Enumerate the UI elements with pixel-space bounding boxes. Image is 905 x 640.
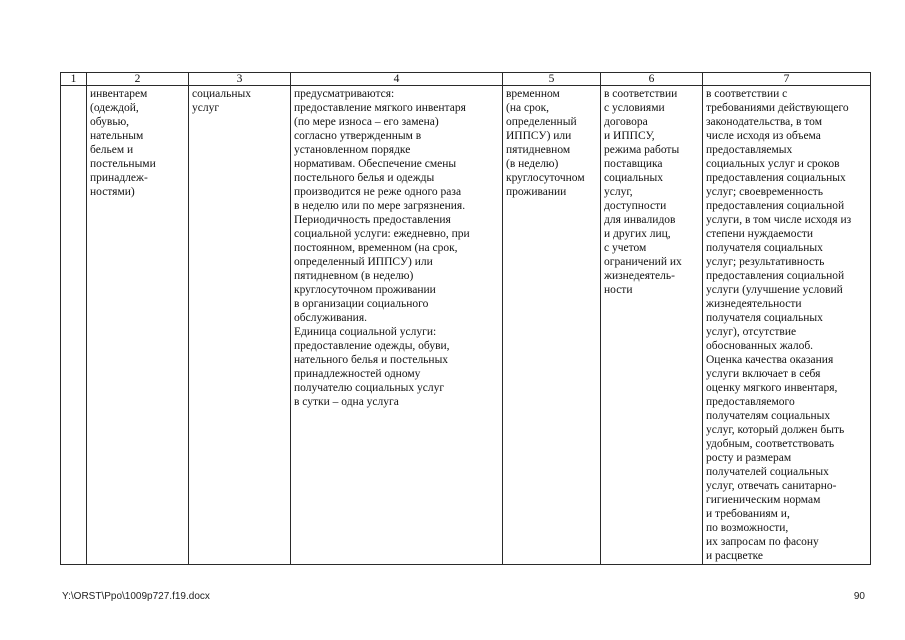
cell-conditions-text: в соответствии с условиями договора и ИППСУ, режима работы поставщика социальных услуг, доступности для инвалидов и других лиц, с учетом ограничений их жизнедеятель- ности bbox=[604, 88, 682, 296]
cell-number bbox=[61, 86, 87, 565]
column-header-4: 4 bbox=[291, 73, 503, 86]
footer-page-number: 90 bbox=[853, 591, 865, 602]
column-header-7: 7 bbox=[703, 73, 871, 86]
table-row bbox=[61, 86, 871, 565]
cell-service-type bbox=[189, 86, 291, 565]
cell-description bbox=[291, 86, 503, 565]
cell-service-type-text: социальных услуг bbox=[192, 88, 251, 114]
column-header-3: 3 bbox=[189, 73, 291, 86]
table-header-row bbox=[61, 73, 871, 86]
footer-file-path: Y:\ORST\Ppo\1009p727.f19.docx bbox=[62, 591, 210, 602]
cell-description-text: предусматриваются: предоставление мягкого инвентаря (по мере износа – его замена) согласно утвержденным в установленном порядке нормативам. Обеспечение смены постельного белья и одежды производится не реже одного раза в неделю или по мере загрязнения. Периодичность предоставления социальной услуги: ежедневно, при постоянном, временном (на срок, определенный ИППСУ) или пятидневном (в неделю) круглосуточном проживании в организации социального обслуживания. Единица социальной услуги: предоставление одежды, обуви, нательного белья и постельных принадлежностей одному получателю социальных услуг в сутки – одна услуга bbox=[294, 88, 470, 408]
column-header-1: 1 bbox=[61, 73, 87, 86]
cell-quality bbox=[703, 86, 871, 565]
cell-service-name-text: инвентарем (одеждой, обувью, нательным бельем и постельными принадлеж- ностями) bbox=[90, 88, 156, 198]
cell-conditions bbox=[601, 86, 703, 565]
services-table bbox=[60, 72, 871, 565]
column-header-5: 5 bbox=[503, 73, 601, 86]
cell-service-name bbox=[87, 86, 189, 565]
column-header-2: 2 bbox=[87, 73, 189, 86]
cell-quality-text: в соответствии с требованиями действующего законодательства, в том числе исходя из объема предоставляемых социальных услуг и сроков предоставления социальных услуг; своевременность предоставления социальной услуги, в том числе исходя из степени нуждаемости получателя социальных услуг; результативность предоставления социальной услуги (улучшение условий жизнедеятельности получателя социальных услуг), отсутствие обоснованных жалоб. Оценка качества оказания услуги включает в себя оценку мягкого инвентаря, предоставляемого получателям социальных услуг, который должен быть удобным, соответствовать росту и размерам получателей социальных услуг, отвечать санитарно- гигиеническим нормам и требованиям и, по возможности, их запросам по фасону и расцветке bbox=[706, 88, 852, 562]
column-header-6: 6 bbox=[601, 73, 703, 86]
cell-form bbox=[503, 86, 601, 565]
cell-form-text: временном (на срок, определенный ИППСУ) или пятидневном (в неделю) круглосуточном проживании bbox=[506, 88, 585, 198]
